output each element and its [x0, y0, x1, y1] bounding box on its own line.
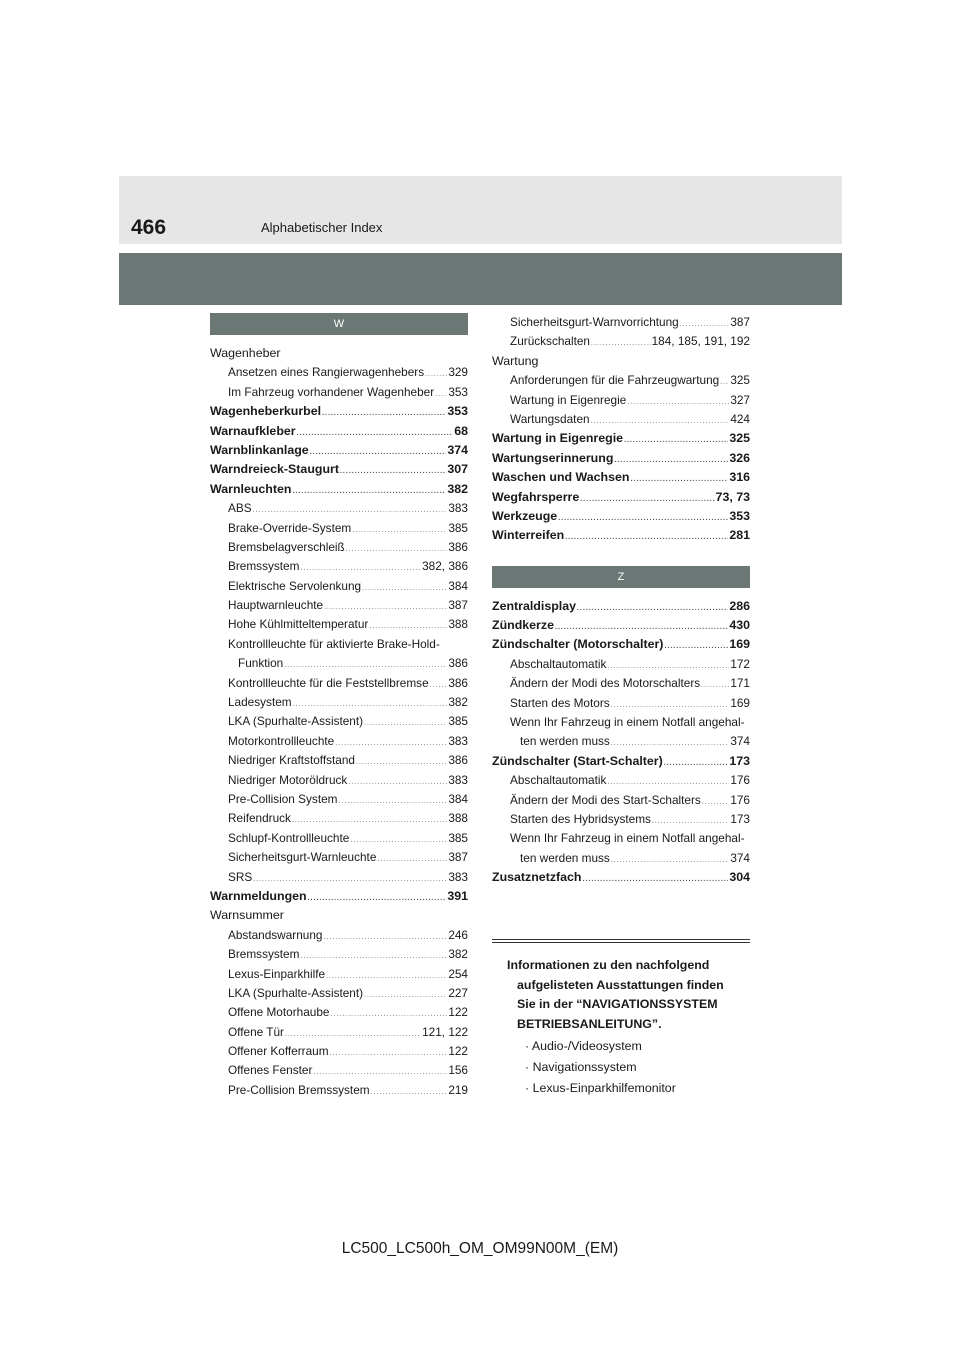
- dot-leader: [356, 753, 447, 772]
- index-entry: [210, 829, 468, 848]
- dot-leader: [338, 792, 447, 811]
- index-entry-label: Pre-Collision System: [228, 791, 338, 806]
- index-entry: [492, 616, 750, 635]
- index-entry-page: 316: [729, 470, 750, 485]
- info-item: · Lexus-Einparkhilfemonitor: [525, 1081, 676, 1095]
- index-entry: [210, 790, 468, 809]
- index-entry-label: Zurückschalten: [510, 334, 590, 349]
- index-entry-page: 254: [448, 966, 468, 981]
- index-entry: [210, 460, 468, 479]
- index-entry-page: 384: [448, 791, 468, 806]
- index-entry: [492, 849, 750, 868]
- dot-leader: [702, 793, 730, 812]
- footer-code: LC500_LC500h_OM_OM99N00M_(EM): [341, 1240, 619, 1257]
- dot-leader: [614, 451, 728, 470]
- index-entry-label: Warnblinkanlage: [210, 442, 309, 457]
- dot-leader: [565, 528, 728, 547]
- index-entry: [210, 1081, 468, 1100]
- index-entry-label: Wagenheber: [210, 346, 281, 360]
- index-entry-page: 227: [448, 985, 468, 1000]
- index-entry: [210, 848, 468, 867]
- index-entry: [210, 577, 468, 596]
- index-entry-label: Wenn Ihr Fahrzeug in einem Notfall angehal-: [510, 715, 745, 730]
- dot-leader: [308, 889, 447, 908]
- index-entry-label: Im Fahrzeug vorhandener Wagenheber: [228, 384, 435, 399]
- index-entry-label: Kontrollleuchte für aktivierte Brake-Hold-: [228, 636, 440, 651]
- index-entry-page: 353: [447, 404, 468, 419]
- index-entry: [210, 906, 468, 925]
- letter-heading-z: Z: [492, 566, 750, 588]
- info-item: · Audio-/Videosystem: [525, 1039, 642, 1053]
- index-entry: [210, 402, 468, 421]
- index-entry-label: Wegfahrsperre: [492, 489, 580, 504]
- dot-leader: [664, 637, 728, 656]
- info-list: [492, 1036, 750, 1099]
- index-entry-page: 326: [729, 450, 750, 465]
- index-entry-page: 122: [448, 1044, 468, 1059]
- index-entry-label: Motorkontrollleuchte: [228, 733, 335, 748]
- dot-leader: [297, 424, 454, 443]
- dot-leader: [630, 470, 728, 489]
- info-line-2: aufgelisteten Ausstattungen finden: [517, 977, 724, 992]
- index-entry-label: Anforderungen für die Fahrzeugwartung: [510, 373, 720, 388]
- index-entry-label: Bremssystem: [228, 559, 300, 574]
- dot-leader: [330, 1044, 448, 1063]
- index-entry-page: 281: [729, 528, 750, 543]
- index-entry: [210, 965, 468, 984]
- index-entry-page: 176: [730, 773, 750, 788]
- info-line-3: Sie in der “NAVIGATIONSSYSTEM: [517, 997, 718, 1011]
- dot-leader: [340, 462, 446, 481]
- index-entry-page: 383: [448, 501, 468, 516]
- index-entry: [210, 615, 468, 634]
- index-entries-w-continued: [492, 313, 750, 546]
- dot-leader: [701, 676, 729, 695]
- index-entry-label: Wartungserinnerung: [492, 450, 614, 465]
- index-entry: [210, 809, 468, 828]
- index-entry: [210, 712, 468, 731]
- index-entry: [210, 984, 468, 1003]
- index-entry-page: 374: [730, 850, 750, 865]
- index-entry-label: Sicherheitsgurt-Warnleuchte: [228, 850, 377, 865]
- index-entry-label: SRS: [228, 869, 253, 884]
- index-entry: [492, 352, 750, 371]
- index-entry-label: LKA (Spurhalte-Assistent): [228, 714, 364, 729]
- index-entry-page: 246: [448, 927, 468, 942]
- index-entry: [210, 480, 468, 499]
- index-entry-page: 383: [448, 772, 468, 787]
- index-entry-page: 325: [729, 431, 750, 446]
- index-entry-label: Ändern der Modi des Start-Schalters: [510, 792, 701, 807]
- index-entry: [492, 468, 750, 487]
- index-entry: [210, 732, 468, 751]
- index-entry-label: Schlupf-Kontrollleuchte: [228, 830, 350, 845]
- index-entry-label: Hohe Kühlmitteltemperatur: [228, 617, 369, 632]
- info-note: [492, 939, 750, 1099]
- index-entry-label: Kontrollleuchte für die Feststellbremse: [228, 675, 429, 690]
- index-entry: [492, 868, 750, 887]
- index-entry-label: Elektrische Servolenkung: [228, 578, 362, 593]
- info-line-4: BETRIEBSANLEITUNG”.: [517, 1016, 662, 1031]
- index-entry-page: 388: [448, 617, 468, 632]
- index-entry-page: 391: [447, 888, 468, 903]
- index-entry: [492, 526, 750, 545]
- index-entry-label: Starten des Motors: [510, 695, 610, 710]
- index-entry: [492, 713, 750, 732]
- index-entry-label: Offenes Fenster: [228, 1063, 313, 1078]
- index-entry-label: Wartung in Eigenregie: [510, 392, 627, 407]
- index-entry-page: 388: [448, 811, 468, 826]
- dot-leader: [591, 334, 651, 353]
- index-entries-z: [492, 597, 750, 888]
- index-entry: [492, 507, 750, 526]
- index-entry-page: 382: [447, 481, 468, 496]
- header-bar: [119, 253, 842, 305]
- page-number: 466: [131, 216, 167, 239]
- dot-leader: [720, 373, 729, 392]
- index-entry-label: ABS: [228, 501, 252, 516]
- index-entry: [210, 441, 468, 460]
- index-entry-page: 219: [448, 1082, 468, 1097]
- index-entry-page: 385: [448, 520, 468, 535]
- dot-leader: [362, 579, 447, 598]
- index-entry-page: 430: [729, 618, 750, 633]
- index-entry-page: 68: [454, 423, 468, 438]
- index-entry-label: Warnsummer: [210, 908, 284, 923]
- dot-leader: [577, 599, 728, 618]
- index-entry: [210, 945, 468, 964]
- header-band: [119, 176, 842, 244]
- section-title: Alphabetischer Index: [261, 220, 383, 235]
- index-entry-page: 73, 73: [715, 489, 750, 504]
- index-entry: [210, 499, 468, 518]
- index-entry-label: Zentraldisplay: [492, 598, 577, 613]
- index-entry-page: 382, 386: [422, 559, 468, 574]
- index-entry-label: Brake-Override-System: [228, 520, 352, 535]
- index-entry-label: Ändern der Modi des Motorschalters: [510, 676, 701, 691]
- index-entry-label: Reifendruck: [228, 811, 291, 826]
- index-entry: [492, 313, 750, 332]
- index-entry-page: 387: [730, 315, 750, 329]
- index-entry-label: Hauptwarnleuchte: [228, 598, 324, 613]
- index-entry: [492, 752, 750, 771]
- index-entry-page: 171: [730, 676, 750, 691]
- info-rule: [492, 939, 750, 943]
- index-entry-label: Werkzeuge: [492, 508, 558, 523]
- index-entry: [492, 694, 750, 713]
- index-entry-label: Starten des Hybridsystems: [510, 811, 651, 826]
- index-entry-page: 386: [448, 656, 468, 671]
- dot-leader: [322, 404, 446, 423]
- index-entry-label: Wenn Ihr Fahrzeug in einem Notfall angehal-: [510, 831, 745, 846]
- index-entry-page: 304: [729, 870, 750, 885]
- dot-leader: [583, 870, 729, 889]
- index-entry: [492, 635, 750, 654]
- index-entry-label: Zündschalter (Motorschalter): [492, 637, 664, 652]
- index-entry-label: Winterreifen: [492, 528, 565, 543]
- index-entry-page: 121, 122: [422, 1024, 468, 1039]
- index-entry-page: 384: [448, 578, 468, 593]
- dot-leader: [364, 986, 447, 1005]
- dot-leader: [323, 928, 447, 947]
- index-entry-page: 424: [730, 411, 750, 426]
- index-entry-page: 387: [448, 850, 468, 865]
- index-entry-label: Abschaltautomatik: [510, 656, 607, 671]
- index-entry-page: 327: [730, 392, 750, 407]
- index-entry: [210, 596, 468, 615]
- index-entry: [210, 383, 468, 402]
- dot-leader: [627, 393, 729, 412]
- index-entry: [210, 926, 468, 945]
- index-entry: [210, 519, 468, 538]
- index-entry: [492, 674, 750, 693]
- index-entry-page: 383: [448, 869, 468, 884]
- index-entry-label: Offener Kofferraum: [228, 1044, 329, 1059]
- index-entry-label: Zündkerze: [492, 618, 554, 633]
- index-entry: [210, 538, 468, 557]
- index-entry: [210, 1042, 468, 1061]
- index-entry-page: 353: [448, 384, 468, 399]
- index-entry: [492, 410, 750, 429]
- index-entry-label: Warnmeldungen: [210, 888, 307, 903]
- index-entry: [210, 693, 468, 712]
- index-entry-label: Ladesystem: [228, 695, 292, 710]
- index-entry-page: 374: [730, 734, 750, 749]
- dot-leader: [377, 850, 447, 869]
- index-entry: [210, 1023, 468, 1042]
- index-entry: [492, 332, 750, 351]
- index-entry: [492, 371, 750, 390]
- index-entry-label: Waschen und Wachsen: [492, 470, 630, 485]
- index-entry-page: 173: [729, 753, 750, 768]
- index-entry: [210, 363, 468, 382]
- index-entry: [210, 751, 468, 770]
- index-entry-page: 382: [448, 695, 468, 710]
- dot-leader: [558, 509, 728, 528]
- index-entry: [492, 429, 750, 448]
- dot-leader: [624, 431, 728, 450]
- index-entry-page: 325: [730, 373, 750, 388]
- index-entry: [210, 674, 468, 693]
- dot-leader: [348, 773, 447, 792]
- index-entry: [492, 391, 750, 410]
- index-column-left: [210, 313, 468, 1100]
- index-entry: [210, 344, 468, 363]
- index-entry: [492, 655, 750, 674]
- index-entry-page: 329: [448, 365, 468, 380]
- dot-leader: [371, 1083, 448, 1102]
- index-entry-label: Warnleuchten: [210, 481, 292, 496]
- index-entry-label: Bremssystem: [228, 947, 300, 962]
- letter-heading-w: W: [210, 313, 468, 335]
- index-entry-page: 172: [730, 656, 750, 671]
- index-entry: [210, 654, 468, 673]
- index-entry: [492, 597, 750, 616]
- index-entry: [210, 557, 468, 576]
- index-entry-page: 176: [730, 792, 750, 807]
- index-entry-label: Lexus-Einparkhilfe: [228, 966, 326, 981]
- index-column-right: [492, 313, 750, 888]
- index-entry-label: Offene Motorhaube: [228, 1005, 330, 1020]
- index-entry: [492, 791, 750, 810]
- index-entry: [492, 732, 750, 751]
- index-entry-page: 374: [447, 442, 468, 457]
- index-entry-label: Bremsbelagverschleiß: [228, 539, 345, 554]
- index-entry-page: 386: [448, 753, 468, 768]
- index-entry-label: Ansetzen eines Rangierwagenhebers: [228, 365, 425, 380]
- index-entry-label: Abschaltautomatik: [510, 773, 607, 788]
- index-entry: [210, 422, 468, 441]
- info-text: [492, 956, 750, 1034]
- index-entry: [492, 488, 750, 507]
- index-entry-page: 385: [448, 830, 468, 845]
- index-entry-label: Wartung in Eigenregie: [492, 431, 624, 446]
- index-entry-page: 173: [730, 811, 750, 826]
- dot-leader: [364, 714, 447, 733]
- info-item: · Navigationssystem: [525, 1060, 637, 1074]
- index-entry-page: 387: [448, 598, 468, 613]
- index-entry-label: Zündschalter (Start-Schalter): [492, 753, 663, 768]
- index-entry: [492, 449, 750, 468]
- index-entry-page: 386: [448, 675, 468, 690]
- index-entry-label: Sicherheitsgurt-Warnvorrichtung: [510, 315, 679, 329]
- index-entry-page: 122: [448, 1005, 468, 1020]
- index-entry-label: Pre-Collision Bremssystem: [228, 1082, 370, 1097]
- index-entries-w: [210, 344, 468, 1100]
- index-entry-label: ten werden muss: [520, 734, 610, 749]
- index-entry-page: 169: [730, 695, 750, 710]
- index-entry-label: Wagenheberkurbel: [210, 404, 322, 419]
- index-entry-page: 169: [729, 637, 750, 652]
- index-entry-label: Funktion: [238, 656, 284, 671]
- index-entry-page: 353: [729, 508, 750, 523]
- index-entry-label: Wartungsdaten: [510, 411, 590, 426]
- index-entry: [210, 887, 468, 906]
- index-entry-page: 184, 185, 191, 192: [651, 334, 750, 349]
- index-entry-page: 386: [448, 539, 468, 554]
- dot-leader: [611, 851, 729, 870]
- index-entry-page: 286: [729, 598, 750, 613]
- index-entry-label: Zusatznetzfach: [492, 870, 582, 885]
- dot-leader: [352, 521, 447, 540]
- index-entry-label: Warnaufkleber: [210, 423, 296, 438]
- index-entry-page: 383: [448, 733, 468, 748]
- index-entry-label: Niedriger Kraftstoffstand: [228, 753, 355, 768]
- dot-leader: [435, 385, 447, 404]
- index-entry: [492, 829, 750, 848]
- index-entry-label: Abstandswarnung: [228, 927, 323, 942]
- index-entry-page: 385: [448, 714, 468, 729]
- index-entry: [492, 771, 750, 790]
- dot-leader: [664, 754, 729, 773]
- index-entry-page: 382: [448, 947, 468, 962]
- index-entry: [492, 810, 750, 829]
- index-entry-page: 307: [447, 462, 468, 477]
- info-line-1: Informationen zu den nachfolgend: [507, 958, 710, 972]
- index-entry-page: 156: [448, 1063, 468, 1078]
- index-entry: [210, 1003, 468, 1022]
- dot-leader: [580, 490, 714, 509]
- index-entry: [210, 1061, 468, 1080]
- index-entry-label: Niedriger Motoröldruck: [228, 772, 348, 787]
- index-entry: [210, 868, 468, 887]
- dot-leader: [292, 482, 446, 501]
- index-entry-label: Wartung: [492, 353, 539, 368]
- index-entry-label: Offene Tür: [228, 1024, 284, 1039]
- index-entry: [210, 771, 468, 790]
- index-entry-label: Warndreieck-Staugurt: [210, 462, 339, 477]
- dot-leader: [430, 676, 448, 695]
- index-entry-label: ten werden muss: [520, 850, 610, 865]
- index-entry: [210, 635, 468, 654]
- index-entry-label: LKA (Spurhalte-Assistent): [228, 985, 364, 1000]
